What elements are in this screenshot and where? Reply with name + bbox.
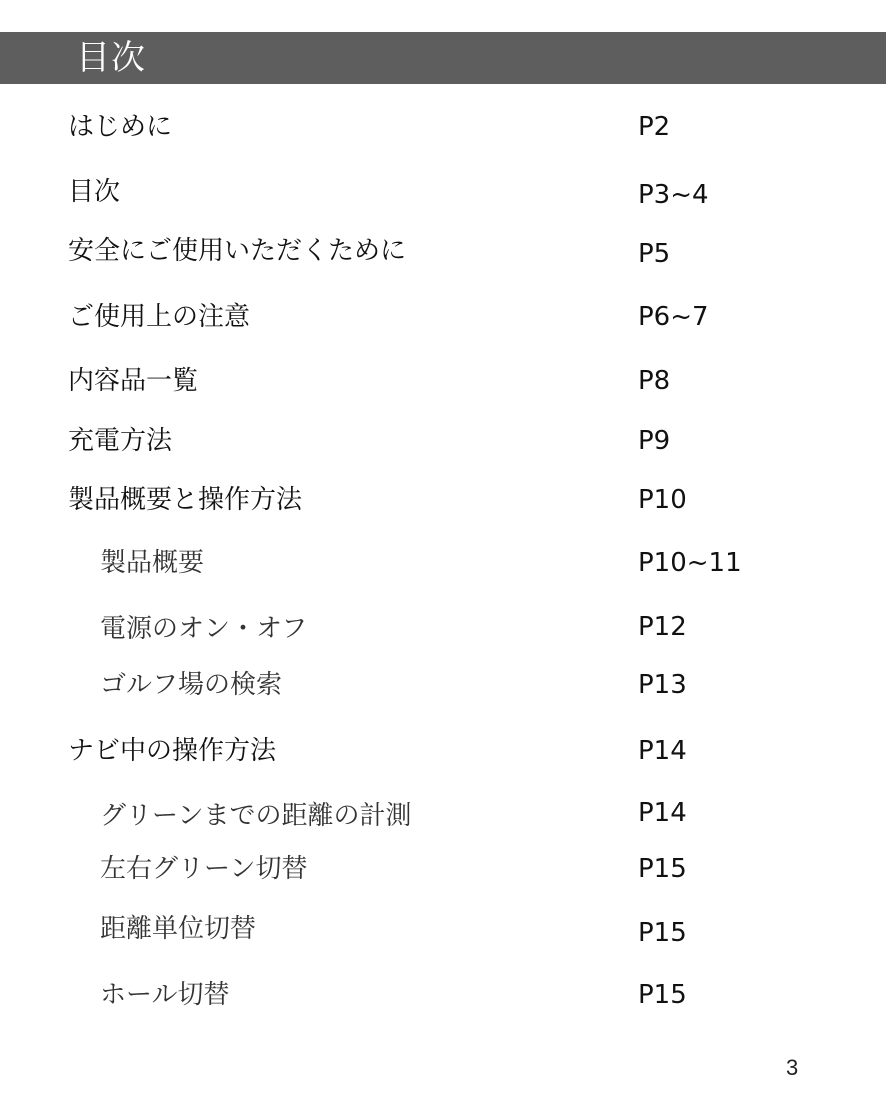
toc-entry-contents xyxy=(0,174,886,214)
toc-entry-label: 目次 xyxy=(68,177,121,207)
toc-entry-page: P14 xyxy=(638,798,687,828)
toc-entry-label: はじめに xyxy=(68,112,173,142)
toc-entry-safety xyxy=(0,233,886,273)
toc-entry-label: 安全にご使用いただくために xyxy=(68,236,407,266)
toc-subentry-green-switch xyxy=(0,851,886,891)
toc-subentry-unit-switch xyxy=(0,911,886,951)
page-title: 目次 xyxy=(76,38,146,78)
toc-entry-label: 左右グリーン切替 xyxy=(100,854,308,884)
toc-entry-label: 電源のオン・オフ xyxy=(100,614,308,644)
toc-subentry-course-search xyxy=(0,667,886,707)
toc-entry-page: P5 xyxy=(638,239,671,269)
toc-entry-page: P13 xyxy=(638,670,687,700)
toc-entry-label: グリーンまでの距離の計測 xyxy=(100,801,412,831)
toc-entry-charging xyxy=(0,423,886,463)
toc-entry-page: P8 xyxy=(638,366,671,396)
toc-entry-label: ご使用上の注意 xyxy=(68,302,251,332)
toc-entry-page: P10~11 xyxy=(638,548,742,578)
toc-entry-page: P10 xyxy=(638,485,687,515)
toc-entry-page: P15 xyxy=(638,854,687,884)
toc-header-bar xyxy=(0,32,886,84)
toc-subentry-green-distance xyxy=(0,795,886,835)
toc-entry-page: P3~4 xyxy=(638,180,709,210)
toc-entry-navigation-operation xyxy=(0,733,886,773)
toc-entry-package-contents xyxy=(0,363,886,403)
toc-entry-page: P15 xyxy=(638,918,687,948)
toc-entry-label: 距離単位切替 xyxy=(100,914,257,944)
toc-entry-page: P12 xyxy=(638,612,687,642)
toc-entry-label: ゴルフ場の検索 xyxy=(100,670,283,700)
toc-entry-label: 製品概要 xyxy=(100,548,205,578)
toc-entry-page: P14 xyxy=(638,736,687,766)
toc-entry-page: P15 xyxy=(638,980,687,1010)
toc-entry-usage-notes xyxy=(0,299,886,339)
toc-entry-label: ナビ中の操作方法 xyxy=(68,736,277,766)
toc-entry-label: 製品概要と操作方法 xyxy=(68,485,303,515)
toc-subentry-hole-switch xyxy=(0,977,886,1017)
toc-entry-page: P9 xyxy=(638,426,671,456)
toc-entry-product-overview-operation xyxy=(0,482,886,522)
toc-entry-label: ホール切替 xyxy=(100,980,230,1010)
toc-entry-label: 内容品一覧 xyxy=(68,366,199,396)
toc-entry-introduction xyxy=(0,109,886,149)
toc-entry-page: P2 xyxy=(638,112,671,142)
toc-subentry-power xyxy=(0,609,886,649)
page-number: 3 xyxy=(786,1055,799,1080)
toc-entry-label: 充電方法 xyxy=(68,426,173,456)
toc-entry-page: P6~7 xyxy=(638,302,709,332)
toc-subentry-product-overview xyxy=(0,545,886,585)
